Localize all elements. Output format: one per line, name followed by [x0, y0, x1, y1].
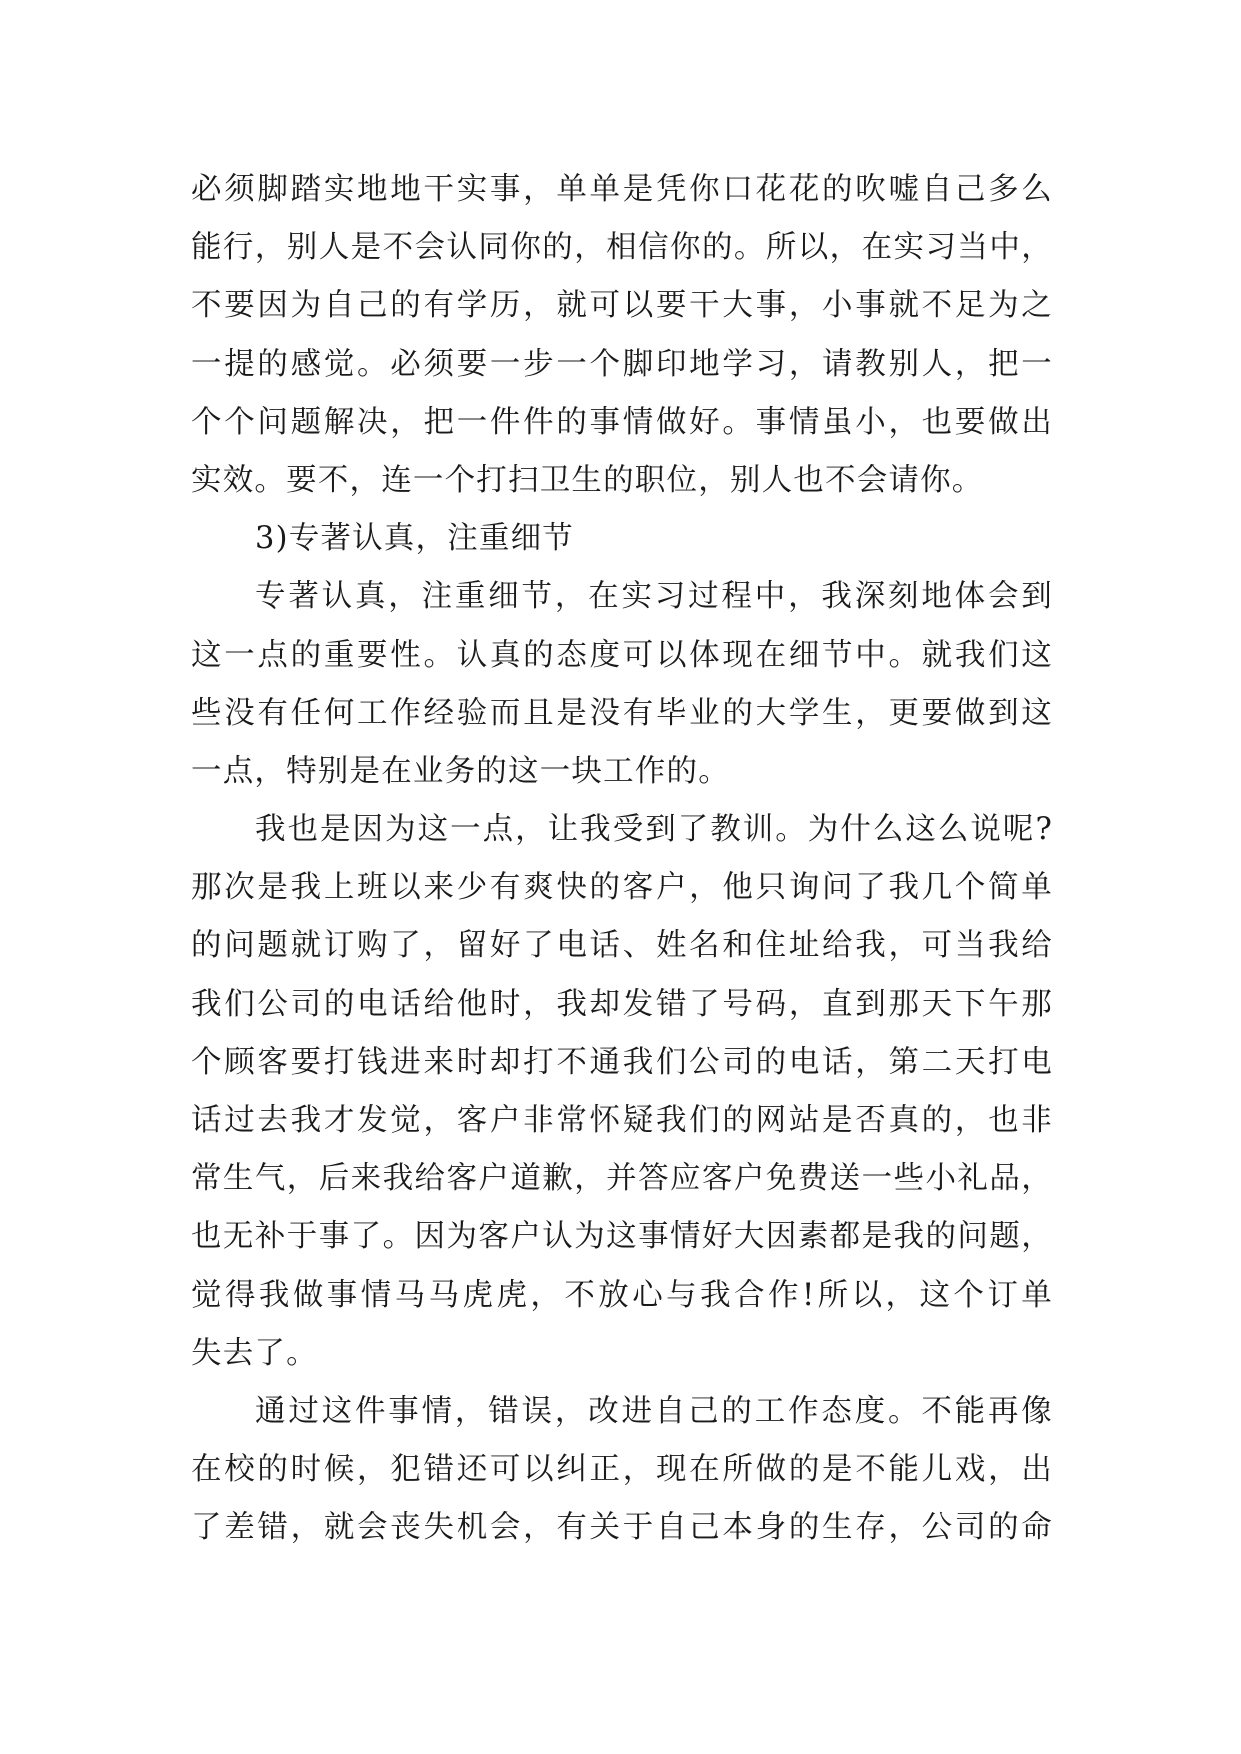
paragraph-line: 不要因为自己的有学历，就可以要干大事，小事就不足为之 — [191, 288, 1053, 324]
paragraph-line: 话过去我才发觉，客户非常怀疑我们的网站是否真的，也非 — [191, 1103, 1053, 1138]
paragraph-line: 个个问题解决，把一件件的事情做好。事情虽小，也要做出 — [191, 404, 1053, 440]
paragraph-line: 必须脚踏实地地干实事，单单是凭你口花花的吹嘘自己多么 — [191, 172, 1053, 207]
paragraph-line: 的问题就订购了，留好了电话、姓名和住址给我，可当我给 — [191, 928, 1053, 964]
paragraph-line: 通过这件事情，错误，改进自己的工作态度。不能再像 — [255, 1393, 1053, 1429]
paragraph-line: 那次是我上班以来少有爽快的客户，他只询问了我几个简单 — [191, 870, 1053, 906]
paragraph-line: 我们公司的电话给他时，我却发错了号码，直到那天下午那 — [191, 986, 1053, 1022]
paragraph-line: 一点，特别是在业务的这一块工作的。 — [191, 753, 730, 789]
paragraph-line: 失去了。 — [191, 1335, 318, 1371]
paragraph-line: 这一点的重要性。认真的态度可以体现在细节中。就我们这 — [191, 637, 1053, 673]
document-body — [191, 161, 1053, 1558]
paragraph-line: 觉得我做事情马马虎虎，不放心与我合作!所以，这个订单 — [191, 1277, 1053, 1313]
paragraph-line: 了差错，就会丧失机会，有关于自己本身的生存，公司的命 — [191, 1510, 1053, 1546]
paragraph-line: 也无补于事了。因为客户认为这事情好大因素都是我的问题， — [191, 1219, 1053, 1255]
paragraph-line: 专著认真，注重细节，在实习过程中，我深刻地体会到 — [255, 579, 1053, 615]
paragraph-line: 些没有任何工作经验而且是没有毕业的大学生，更要做到这 — [191, 695, 1053, 731]
paragraph-line: 在校的时候，犯错还可以纠正，现在所做的是不能儿戏，出 — [191, 1452, 1053, 1488]
paragraph-line: 常生气，后来我给客户道歉，并答应客户免费送一些小礼品， — [191, 1161, 1053, 1197]
paragraph-line: 我也是因为这一点，让我受到了教训。为什么这么说呢? — [255, 812, 1053, 848]
paragraph-line: 个顾客要打钱进来时却打不通我们公司的电话，第二天打电 — [191, 1044, 1053, 1080]
paragraph-line: 一提的感觉。必须要一步一个脚印地学习，请教别人，把一 — [191, 346, 1053, 382]
paragraph-line: 实效。要不，连一个打扫卫生的职位，别人也不会请你。 — [191, 462, 984, 498]
paragraph-line: 能行，别人是不会认同你的，相信你的。所以，在实习当中， — [191, 230, 1053, 266]
section-heading: 3)专著认真，注重细节 — [255, 521, 575, 557]
